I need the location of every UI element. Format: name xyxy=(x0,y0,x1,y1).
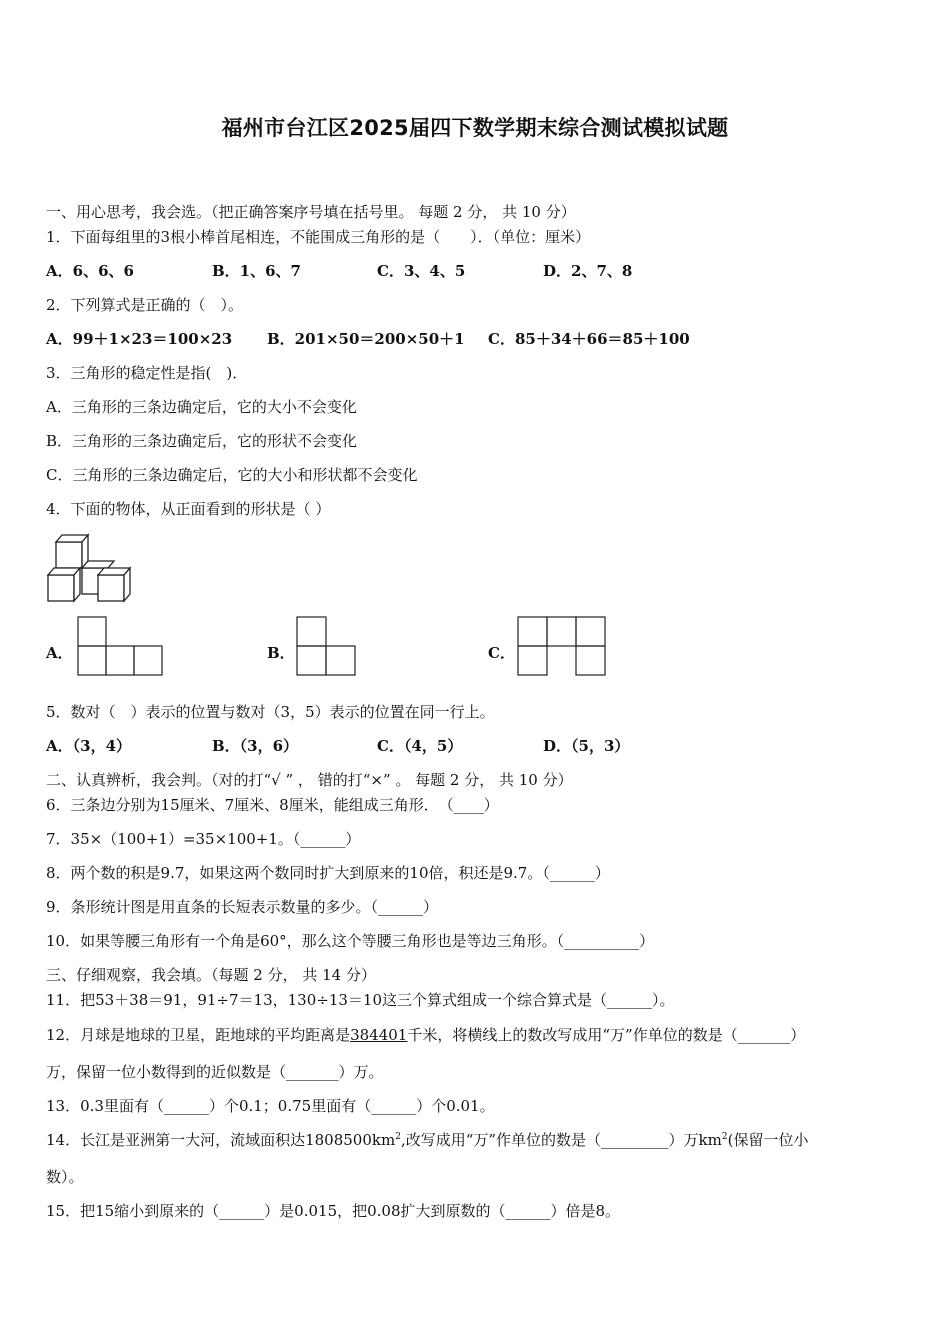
question-1-stem: 1．下面每组里的3根小棒首尾相连，不能围成三角形的是（ ）．（单位：厘米） xyxy=(46,228,591,246)
question-11: 11．把53＋38＝91，91÷7＝13，130÷13＝10这三个算式组成一个综合算式是（______）。 xyxy=(46,991,675,1009)
q5-option-d: D．（5，3） xyxy=(543,737,630,755)
q3-option-b: B．三角形的三条边确定后，它的形状不会变化 xyxy=(46,432,358,450)
q14-mid: ,改写成用“万”作单位的数是（_________）万km xyxy=(400,1131,722,1149)
q2-option-c: C．85＋34＋66＝85＋100 xyxy=(488,330,690,348)
question-14-line-2: 数）。 xyxy=(46,1168,84,1186)
section-2-heading: 二、认真辨析，我会判。（对的打“√ ” ， 错的打“×” 。 每题 2 分， 共 10 分） xyxy=(46,771,573,789)
q4-option-c: C． xyxy=(488,644,515,662)
q14-post: (保留一位小 xyxy=(727,1131,809,1149)
q2-option-a: A．99＋1×23＝100×23 xyxy=(46,330,233,348)
question-2-stem: 2．下列算式是正确的（ ）。 xyxy=(46,296,244,314)
q14-pre: 14．长江是亚洲第一大河，流域面积达1808500km xyxy=(46,1131,396,1149)
q14-superscript-1: 2 xyxy=(395,1132,401,1142)
q5-option-a: A．（3，4） xyxy=(46,737,132,755)
q1-option-d: D．2、7、8 xyxy=(543,262,633,280)
question-5-stem: 5．数对（ ）表示的位置与数对（3，5）表示的位置在同一行上。 xyxy=(46,703,495,721)
q12-underlined-number: 384401 xyxy=(350,1026,408,1044)
section-1-heading: 一、用心思考，我会选。（把正确答案序号填在括号里。 每题 2 分， 共 10 分） xyxy=(46,203,576,221)
q4-option-b: B． xyxy=(267,644,295,662)
question-12-line-1 xyxy=(46,1025,805,1045)
question-15: 15．把15缩小到原来的（______）是0.015，把0.08扩大到原数的（______）倍是8。 xyxy=(46,1202,621,1220)
page-title: 福州市台江区2025届四下数学期末综合测试模拟试题 xyxy=(221,116,729,140)
q12-post: 千米，将横线上的数改写成用“万”作单位的数是（_______） xyxy=(407,1026,806,1044)
question-8: 8．两个数的积是9.7，如果这两个数同时扩大到原来的10倍，积还是9.7。（______） xyxy=(46,864,610,882)
question-14-line-1 xyxy=(46,1130,808,1150)
section-3-heading: 三、仔细观察，我会填。（每题 2 分， 共 14 分） xyxy=(46,966,376,984)
q1-option-a: A．6、6、6 xyxy=(46,262,134,280)
question-3-stem: 3．三角形的稳定性是指( )． xyxy=(46,364,248,382)
q4-option-a: A． xyxy=(46,644,73,662)
q3-option-a: A．三角形的三条边确定后，它的大小不会变化 xyxy=(46,398,357,416)
question-7: 7．35×（100+1）=35×100+1。（______） xyxy=(46,830,361,848)
q3-option-c: C．三角形的三条边确定后，它的大小和形状都不会变化 xyxy=(46,466,418,484)
q5-option-b: B．（3，6） xyxy=(212,737,299,755)
question-13: 13．0.3里面有（______）个0.1；0.75里面有（______）个0.01。 xyxy=(46,1097,495,1115)
cube-stack-figure xyxy=(46,532,146,604)
question-12-line-2: 万，保留一位小数得到的近似数是（_______）万。 xyxy=(46,1063,384,1081)
q14-superscript-2: 2 xyxy=(721,1132,728,1142)
q2-option-b: B．201×50＝200×50＋1 xyxy=(267,330,465,348)
q1-option-b: B．1、6、7 xyxy=(212,262,301,280)
question-4-stem: 4．下面的物体，从正面看到的形状是（ ） xyxy=(46,500,331,518)
q1-option-c: C．3、4、5 xyxy=(377,262,466,280)
q4-option-a-shape xyxy=(77,616,165,676)
q12-pre: 12．月球是地球的卫星，距地球的平均距离是 xyxy=(46,1026,351,1044)
question-10: 10．如果等腰三角形有一个角是60°，那么这个等腰三角形也是等边三角形。（__________） xyxy=(46,932,655,950)
question-6: 6．三条边分别为15厘米、7厘米、8厘米，能组成三角形． （____） xyxy=(46,796,499,814)
q5-option-c: C．（4，5） xyxy=(377,737,463,755)
q4-option-b-shape xyxy=(296,616,358,676)
q4-option-c-shape xyxy=(517,616,607,676)
question-9: 9．条形统计图是用直条的长短表示数量的多少。（______） xyxy=(46,898,439,916)
